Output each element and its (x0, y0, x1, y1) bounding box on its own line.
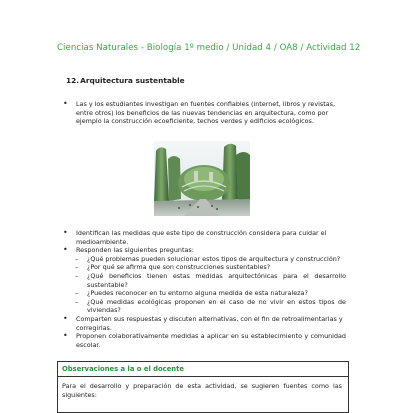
section-number: 12. (66, 76, 80, 85)
intro-paragraph: • Las y los estudiantes investigan en fuentes confiables (internet, libros y revistas, entre otros) los beneficios de las nuevas tendencias en arquitectura, como por ejemplo la construcción ecoeficiente, techos verdes y edificios ecológicos. (62, 100, 346, 126)
green-buildings-image (154, 141, 250, 216)
intro-list (62, 100, 346, 126)
list-item: • Comparten sus respuestas y discuten alternativas, con el fin de retroalimentarlas y corregirlas. (62, 315, 346, 332)
activity-list (62, 229, 346, 349)
question-item: – ¿Puedes reconocer en tu entorno alguna medida de esta naturaleza? (62, 289, 346, 298)
sustainable-architecture-photo (154, 141, 250, 216)
question-item: – ¿Qué problemas pueden solucionar estos tipos de arquitectura y construcción? (62, 255, 346, 264)
question-item: – ¿Por qué se afirma que son construcciones sustentables? (62, 263, 346, 272)
list-item: • Proponen colaborativamente medidas a aplicar en su establecimiento y comunidad escolar. (62, 332, 346, 349)
breadcrumb: Ciencias Naturales - Biología 1º medio / Unidad 4 / OA8 / Actividad 12 (57, 43, 361, 53)
question-item: – ¿Qué medidas ecológicas proponen en el caso de no vivir en estos tipos de viviendas? (62, 298, 346, 315)
observations-divider (58, 376, 348, 377)
observations-title: Observaciones a la o el docente (62, 365, 185, 373)
list-item: • Identifican las medidas que este tipo de construcción considera para cuidar el medioambiente. (62, 229, 346, 246)
question-item: – ¿Qué beneficios tienen estas medidas arquitectónicas para el desarrollo sustentable? (62, 272, 346, 289)
teacher-observations-box (57, 361, 349, 413)
section-heading (66, 76, 185, 85)
observations-text: Para el desarrollo y preparación de esta actividad, se sugieren fuentes como las siguientes: (62, 382, 342, 399)
list-item: • Responden las siguientes preguntas: (62, 246, 346, 255)
section-title: Arquitectura sustentable (80, 76, 185, 85)
